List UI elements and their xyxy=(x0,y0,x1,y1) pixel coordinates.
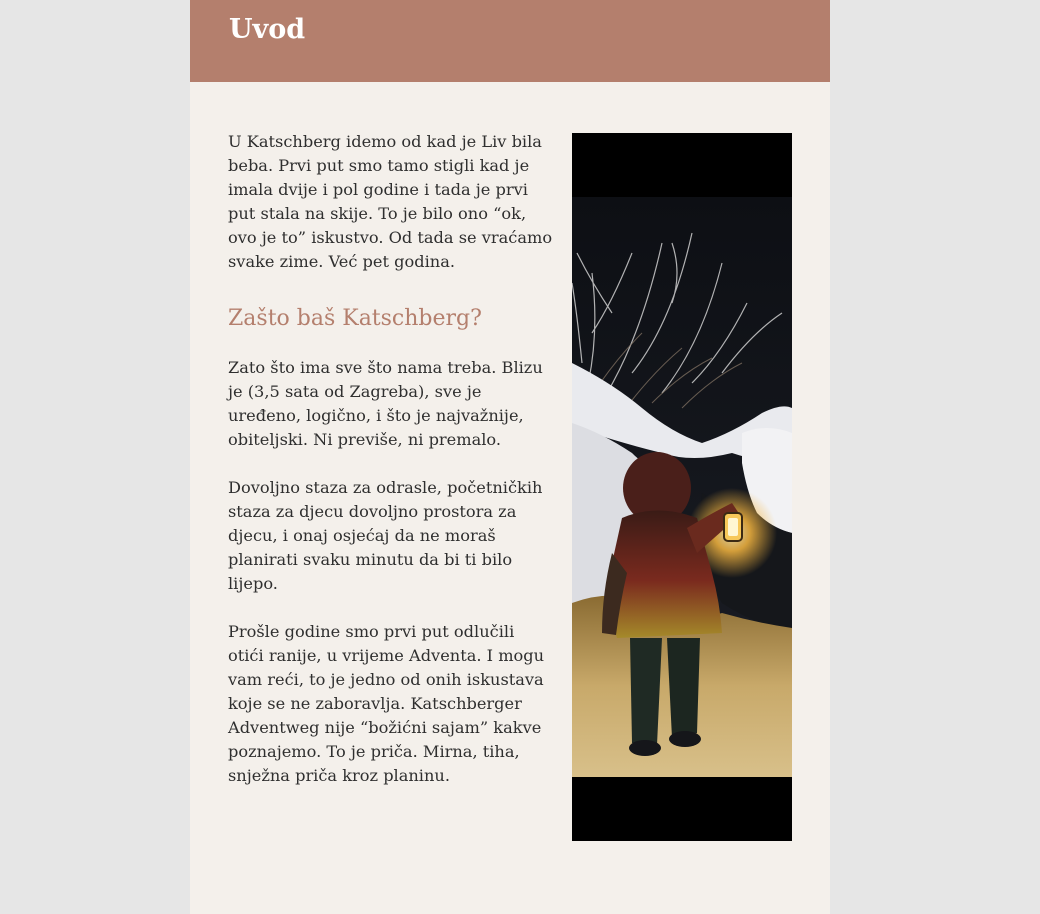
page-title: Uvod xyxy=(229,14,306,45)
intro-paragraph: U Katschberg idemo od kad je Liv bila beba. Prvi put smo tamo stigli kad je imala dvije i pol godine i tada je prvi put stala na skije. To je bilo ono “ok, ovo je to” iskustvo. Od tada se vraćamo svake zime. Već pet godina. xyxy=(228,132,553,271)
section-header xyxy=(190,0,830,82)
body-paragraph: Dovoljno staza za odrasle, početničkih staza za djecu dovoljno prostora za djecu, i onaj osjećaj da ne moraš planirati svaku minutu da bi ti bilo lijepo. xyxy=(228,478,543,593)
body-paragraph: Zato što ima sve što nama treba. Blizu je (3,5 sata od Zagreba), sve je uređeno, logično, i što je najvažnije, obiteljski. Ni previše, ni premalo. xyxy=(228,358,543,449)
child-with-lantern-photo xyxy=(572,133,792,841)
article-photo xyxy=(572,133,792,841)
body-paragraph: Prošle godine smo prvi put odlučili otići ranije, u vrijeme Adventa. I mogu vam reći, to je jedno od onih iskustava koje se ne zaboravlja. Katschberger Adventweg nije “božićni sajam” kakve poznajemo. To je priča. Mirna, tiha, snježna priča kroz planinu. xyxy=(228,622,545,785)
article-body xyxy=(228,130,553,812)
article-page xyxy=(190,0,830,914)
section-subheading: Zašto baš Katschberg? xyxy=(228,306,482,331)
